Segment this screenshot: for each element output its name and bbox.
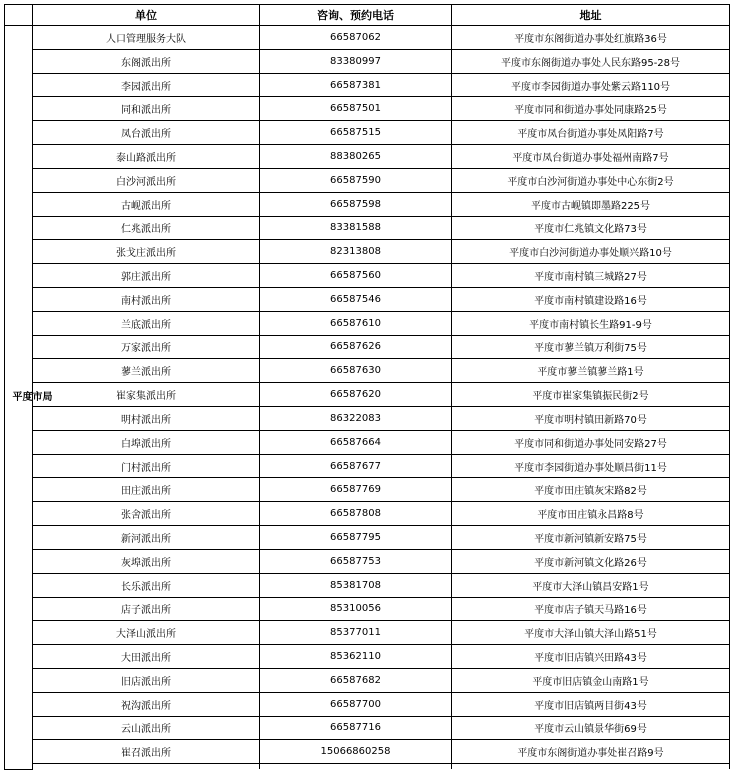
unit-cell: 东阁派出所 xyxy=(33,49,260,73)
table-row xyxy=(5,168,730,192)
table-row xyxy=(5,478,730,502)
bureau-header-cell xyxy=(5,5,33,26)
table-body xyxy=(5,26,730,770)
table-row xyxy=(5,73,730,97)
table-row xyxy=(5,645,730,669)
table-row xyxy=(5,335,730,359)
address-cell: 平度市南村镇建设路16号 xyxy=(452,287,730,311)
phone-cell: 66587808 xyxy=(260,502,452,526)
unit-cell: 旧店派出所 xyxy=(33,668,260,692)
table-row xyxy=(5,573,730,597)
unit-cell: 人口管理服务大队 xyxy=(33,26,260,50)
phone-column-header: 咨询、预约电话 xyxy=(260,5,452,26)
phone-cell: 66587590 xyxy=(260,168,452,192)
phone-cell: 66587381 xyxy=(260,73,452,97)
table-row xyxy=(5,597,730,621)
address-cell: 平度市明村镇田新路70号 xyxy=(452,407,730,431)
table-row xyxy=(5,287,730,311)
address-cell: 平度市新河镇新安路75号 xyxy=(452,526,730,550)
phone-cell: 66587546 xyxy=(260,287,452,311)
unit-cell: 同和派出所 xyxy=(33,97,260,121)
unit-cell: 白沙河派出所 xyxy=(33,168,260,192)
phone-cell: 82313808 xyxy=(260,240,452,264)
address-cell: 平度市旧店镇兴田路43号 xyxy=(452,645,730,669)
unit-cell: 新河派出所 xyxy=(33,526,260,550)
address-cell: 平度市仁兆镇文化路73号 xyxy=(452,216,730,240)
unit-cell: 崔家集派出所 xyxy=(33,383,260,407)
unit-cell: 灰埠派出所 xyxy=(33,549,260,573)
address-cell: 平度市凤台街道办事处福州南路7号 xyxy=(452,145,730,169)
phone-cell: 66587062 xyxy=(260,26,452,50)
address-cell: 平度市同和街道办事处同康路25号 xyxy=(452,97,730,121)
table-row xyxy=(5,97,730,121)
phone-cell: 66587630 xyxy=(260,359,452,383)
phone-cell: 88380265 xyxy=(260,145,452,169)
unit-cell: 店子派出所 xyxy=(33,597,260,621)
table-row xyxy=(5,502,730,526)
address-cell: 平度市南村镇长生路91-9号 xyxy=(452,311,730,335)
unit-cell: 凤台派出所 xyxy=(33,121,260,145)
empty-cell xyxy=(452,764,730,770)
phone-cell: 66587769 xyxy=(260,478,452,502)
phone-cell: 66587664 xyxy=(260,430,452,454)
unit-cell: 泰山路派出所 xyxy=(33,145,260,169)
phone-cell: 66587700 xyxy=(260,692,452,716)
address-cell: 平度市大泽山镇大泽山路51号 xyxy=(452,621,730,645)
table-row xyxy=(5,383,730,407)
table-row xyxy=(5,740,730,764)
phone-cell: 66587501 xyxy=(260,97,452,121)
phone-cell: 86322083 xyxy=(260,407,452,431)
phone-cell: 66587753 xyxy=(260,549,452,573)
phone-cell: 66587598 xyxy=(260,192,452,216)
bureau-label: 平度市局 xyxy=(12,391,53,403)
empty-cell xyxy=(33,764,260,770)
address-cell: 平度市蓼兰镇蓼兰路1号 xyxy=(452,359,730,383)
unit-cell: 门村派出所 xyxy=(33,454,260,478)
table-row xyxy=(5,145,730,169)
police-station-table xyxy=(4,4,730,770)
unit-cell: 张戈庄派出所 xyxy=(33,240,260,264)
table-row xyxy=(5,430,730,454)
address-cell: 平度市蓼兰镇万利街75号 xyxy=(452,335,730,359)
phone-cell: 83380997 xyxy=(260,49,452,73)
phone-cell: 66587795 xyxy=(260,526,452,550)
address-cell: 平度市旧店镇金山南路1号 xyxy=(452,668,730,692)
unit-cell: 蓼兰派出所 xyxy=(33,359,260,383)
address-cell: 平度市东阁街道办事处红旗路36号 xyxy=(452,26,730,50)
unit-cell: 白埠派出所 xyxy=(33,430,260,454)
phone-cell: 66587610 xyxy=(260,311,452,335)
phone-cell: 85377011 xyxy=(260,621,452,645)
phone-cell: 66587560 xyxy=(260,264,452,288)
table-row xyxy=(5,549,730,573)
unit-cell: 田庄派出所 xyxy=(33,478,260,502)
phone-cell: 66587682 xyxy=(260,668,452,692)
unit-cell: 郭庄派出所 xyxy=(33,264,260,288)
unit-cell: 南村派出所 xyxy=(33,287,260,311)
table-row xyxy=(5,192,730,216)
address-cell: 平度市南村镇三城路27号 xyxy=(452,264,730,288)
unit-cell: 兰底派出所 xyxy=(33,311,260,335)
bureau-cell xyxy=(5,26,53,770)
address-cell: 平度市东阁街道办事处人民东路95-28号 xyxy=(452,49,730,73)
table-row xyxy=(5,454,730,478)
address-cell: 平度市古岘镇即墨路225号 xyxy=(452,192,730,216)
phone-cell: 85310056 xyxy=(260,597,452,621)
address-cell: 平度市田庄镇永昌路8号 xyxy=(452,502,730,526)
address-cell: 平度市店子镇天马路16号 xyxy=(452,597,730,621)
address-cell: 平度市李园街道办事处顺昌街11号 xyxy=(452,454,730,478)
unit-cell: 大泽山派出所 xyxy=(33,621,260,645)
phone-cell: 15066860258 xyxy=(260,740,452,764)
table-row xyxy=(5,26,730,50)
table-row xyxy=(5,359,730,383)
unit-cell: 祝沟派出所 xyxy=(33,692,260,716)
table-row xyxy=(5,407,730,431)
address-cell: 平度市白沙河街道办事处顺兴路10号 xyxy=(452,240,730,264)
address-cell: 平度市凤台街道办事处凤阳路7号 xyxy=(452,121,730,145)
unit-cell: 古岘派出所 xyxy=(33,192,260,216)
table-row xyxy=(5,216,730,240)
address-cell: 平度市田庄镇灰宋路82号 xyxy=(452,478,730,502)
phone-cell: 66587515 xyxy=(260,121,452,145)
header-row xyxy=(5,5,730,26)
unit-cell: 万家派出所 xyxy=(33,335,260,359)
address-cell: 平度市白沙河街道办事处中心东街2号 xyxy=(452,168,730,192)
address-cell: 平度市崔家集镇振民街2号 xyxy=(452,383,730,407)
table-row xyxy=(5,716,730,740)
unit-cell: 张舍派出所 xyxy=(33,502,260,526)
phone-cell: 85381708 xyxy=(260,573,452,597)
address-cell: 平度市大泽山镇昌安路1号 xyxy=(452,573,730,597)
table-row xyxy=(5,311,730,335)
phone-cell: 66587620 xyxy=(260,383,452,407)
unit-column-header: 单位 xyxy=(33,5,260,26)
table-row-partial xyxy=(5,764,730,770)
unit-cell: 长乐派出所 xyxy=(33,573,260,597)
table-row xyxy=(5,526,730,550)
unit-cell: 云山派出所 xyxy=(33,716,260,740)
unit-cell: 崔召派出所 xyxy=(33,740,260,764)
address-cell: 平度市旧店镇两目街43号 xyxy=(452,692,730,716)
table-row xyxy=(5,668,730,692)
phone-cell: 66587626 xyxy=(260,335,452,359)
phone-cell: 66587716 xyxy=(260,716,452,740)
phone-cell: 85362110 xyxy=(260,645,452,669)
table-row xyxy=(5,49,730,73)
unit-cell: 李园派出所 xyxy=(33,73,260,97)
address-cell: 平度市东阁街道办事处崔召路9号 xyxy=(452,740,730,764)
unit-cell: 仁兆派出所 xyxy=(33,216,260,240)
phone-cell: 66587677 xyxy=(260,454,452,478)
table-row xyxy=(5,121,730,145)
unit-cell: 大田派出所 xyxy=(33,645,260,669)
table-row xyxy=(5,240,730,264)
address-cell: 平度市同和街道办事处同安路27号 xyxy=(452,430,730,454)
address-cell: 平度市李园街道办事处紫云路110号 xyxy=(452,73,730,97)
table-row xyxy=(5,264,730,288)
address-cell: 平度市新河镇文化路26号 xyxy=(452,549,730,573)
address-cell: 平度市云山镇景华街69号 xyxy=(452,716,730,740)
table-row xyxy=(5,692,730,716)
phone-cell: 83381588 xyxy=(260,216,452,240)
unit-cell: 明村派出所 xyxy=(33,407,260,431)
empty-cell xyxy=(260,764,452,770)
table-row xyxy=(5,621,730,645)
address-column-header: 地址 xyxy=(452,5,730,26)
